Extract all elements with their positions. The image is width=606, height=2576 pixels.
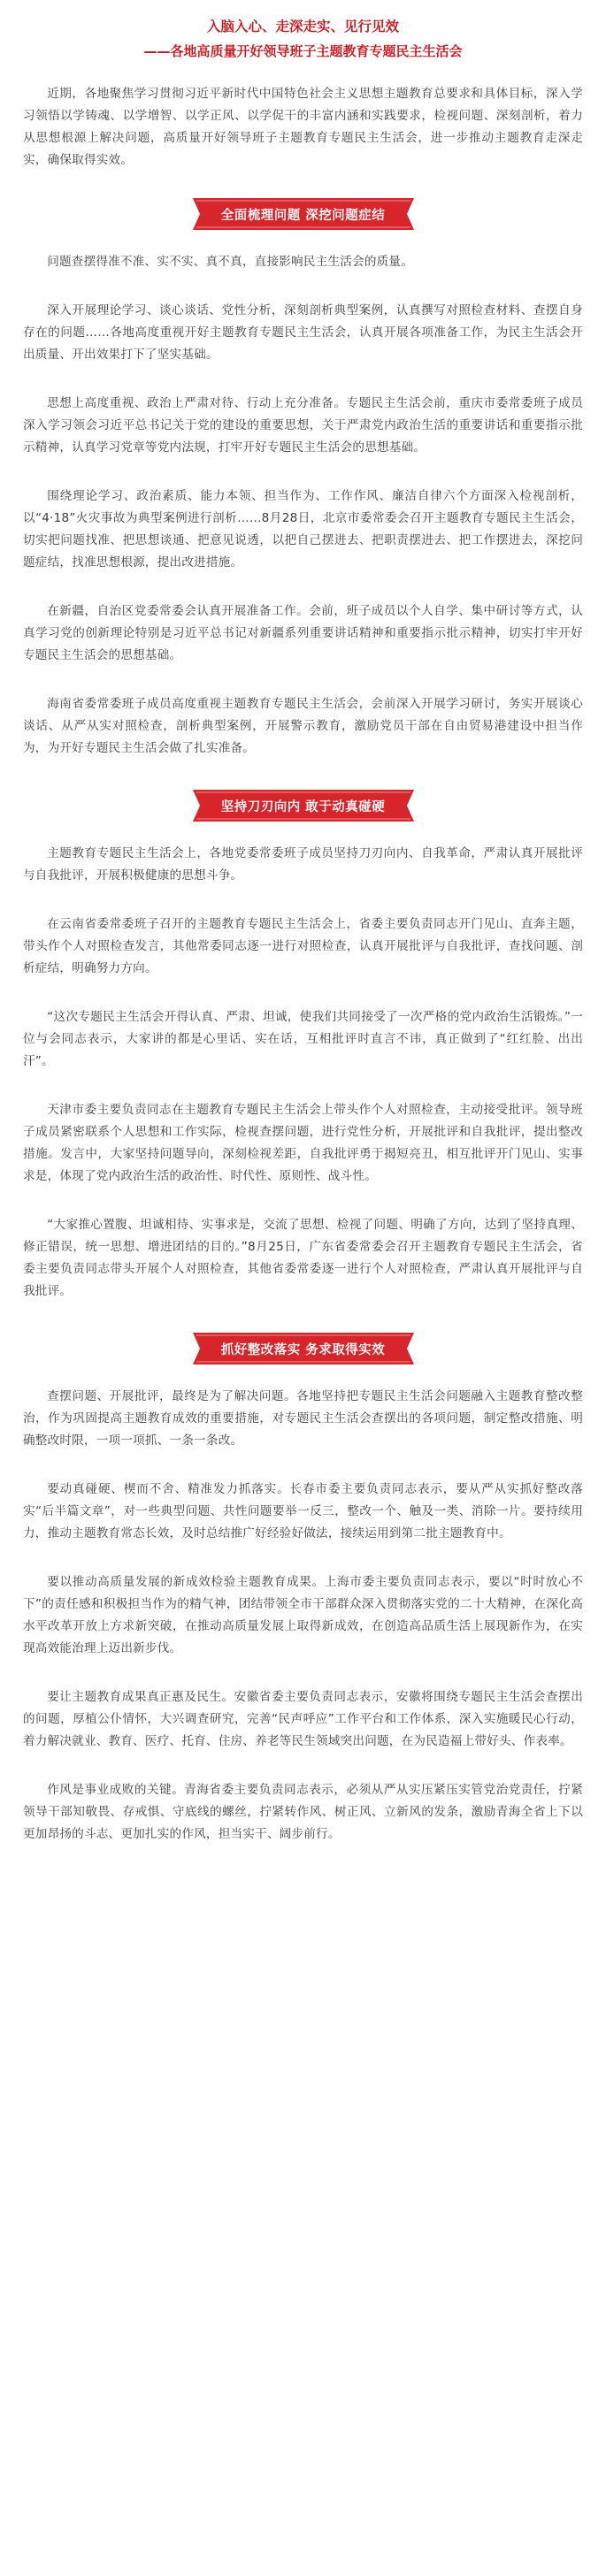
section-2-paragraph: “这次专题民主生活会开得认真、严肃、坦诚，使我们共同接受了一次严格的党内政治生活锻炼。”一位与会同志表示，大家讲的都是心里话、实在话，互相批评时直言不讳，真正做到了“红红脸、出出汗”。 <box>23 1010 583 1068</box>
section-3-paragraph: 查摆问题、开展批评，最终是为了解决问题。各地坚持把专题民主生活会问题融入主题教育整改整治，作为巩固提高主题教育成效的重要措施，对专题民主生活会查摆出的各项问题，制定整改措施、明确整改时限，一项一项抓、一条一条改。 <box>23 1389 583 1448</box>
section-1-paragraph: 深入开展理论学习、谈心谈话、党性分析，深刻剖析典型案例，认真撰写对照检查材料、查摆自身存在的问题……各地高度重视开好主题教育专题民主生活会，认真开展各项准备工作，为民主生活会开出质量、开出效果打下了坚实基础。 <box>23 303 583 362</box>
intro-paragraph: 近期，各地聚焦学习贯彻习近平新时代中国特色社会主义思想主题教育总要求和具体目标，深入学习领悟以学铸魂、以学增智、以学正风、以学促干的丰富内涵和实践要求，检视问题、深刻剖析，着力从思想根源上解决问题，高质量开好领导班子主题教育专题民主生活会，进一步推动主题教育走深走实，确保取得实效。 <box>23 87 583 167</box>
section-3-heading: 抓好整改落实 务求取得实效 <box>220 1342 386 1357</box>
section-2-paragraph: 天津市委主要负责同志在主题教育专题民主生活会上带头作个人对照检查，主动接受批评。领导班子成员紧密联系个人思想和工作实际，检视查摆问题，进行党性分析，开展批评和自我批评，提出整改措施。发言中，大家坚持问题导向，深刻检视差距，自我批评勇于揭短亮丑，相互批评开门见山、实事求是，体现了党内政治生活的政治性、时代性、原则性、战斗性。 <box>23 1103 583 1183</box>
section-1-heading: 全面梳理问题 深挖问题症结 <box>220 207 386 223</box>
section-1-paragraph: 海南省委常委班子成员高度重视主题教育专题民主生活会，会前深入开展学习研讨，务实开展谈心谈话、从严从实对照检查，剖析典型案例，开展警示教育，激励党员干部在自由贸易港建设中担当作为，为开好专题民主生活会做了扎实准备。 <box>23 697 583 755</box>
section-1-banner <box>23 198 583 230</box>
section-1-paragraph: 问题查摆得准不准、实不实、真不真，直接影响民主生活会的质量。 <box>47 255 413 269</box>
section-2-paragraph: 在云南省委常委班子召开的主题教育专题民主生活会上，省委主要负责同志开门见山、直奔主题，带头作个人对照检查发言，其他常委同志逐一进行对照检查，认真开展批评与自我批评，查找问题、剖析症结，明确努力方向。 <box>23 917 583 975</box>
section-1-paragraph: 围绕理论学习、政治素质、能力本领、担当作为、工作作风、廉洁自律六个方面深入检视剖析，以“4·18”火灾事故为典型案例进行剖析……8月28日，北京市委常委会召开主题教育专题民主生活会，切实把问题找准、把思想谈通、把意见说透，以把自己摆进去、把职责摆进去、把工作摆进去，深挖问题症结，找准思想根源，提出改进措施。 <box>23 489 583 569</box>
section-1-paragraph: 在新疆，自治区党委常委会认真开展准备工作。会前，班子成员以个人自学、集中研讨等方式，认真学习党的创新理论特别是习近平总书记对新疆系列重要讲话精神和重要指示批示精神，切实打牢开好专题民主生活会的思想基础。 <box>23 604 583 662</box>
section-3-banner <box>23 1333 583 1364</box>
section-3-paragraph: 作风是事业成败的关键。青海省委主要负责同志表示，必须从严从实压紧压实管党治党责任，拧紧领导干部知敬畏、存戒惧、守底线的螺丝，拧紧转作风、树正风、立新风的发条，激励青海全省上下以更加昂扬的斗志、更加扎实的作风，担当实干、阔步前行。 <box>23 1783 583 1841</box>
section-2-paragraph: “大家推心置腹、坦诚相待、实事求是，交流了思想、检视了问题、明确了方向，达到了坚持真理、修正错误，统一思想、增进团结的目的。”8月25日，广东省委常委会召开主题教育专题民主生活会，省委主要负责同志带头开展个人对照检查，其他省委常委逐一进行个人对照检查，严肃认真开展批评与自我批评。 <box>23 1218 583 1298</box>
section-3-paragraph: 要让主题教育成果真正惠及民生。安徽省委主要负责同志表示，安徽将围绕专题民主生活会查摆出的问题，厚植公仆情怀，大兴调查研究，完善“民声呼应”工作平台和工作体系，深入实施暖民心行动，着力解决就业、教育、医疗、托育、住房、养老等民生领域突出问题，在为民造福上带好头、作表率。 <box>23 1690 583 1748</box>
section-2-banner <box>23 790 583 822</box>
section-2-heading: 坚持刀刃向内 敢于动真碰硬 <box>220 799 386 814</box>
section-3-paragraph: 要以推动高质量发展的新成效检验主题教育成果。上海市委主要负责同志表示，要以“时时放心不下”的责任感和积极担当作为的精气神，团结带领全市干部群众深入贯彻落实党的二十大精神，在深化高水平改革开放上方求新突破，在推动高质量发展上取得新成效，在创造高品质生活上展现新作为，在实现高效能治理上迈出新步伐。 <box>23 1575 583 1655</box>
section-3-paragraph: 要动真碰硬、楔而不舍、精准发力抓落实。长春市委主要负责同志表示，要从严从实抓好整改落实“后半篇文章”，对一些典型问题、共性问题要举一反三，整改一个、触及一类、消除一片。要持续用力，推动主题教育常态长效，及时总结推广好经验好做法，接续运用到第二批主题教育中。 <box>23 1482 583 1540</box>
article-subtitle: ——各地高质量开好领导班子主题教育专题民主生活会 <box>143 43 463 59</box>
section-1-paragraph: 思想上高度重视、政治上严肃对待、行动上充分准备。专题民主生活会前，重庆市委常委班子成员深入学习领会习近平总书记关于党的建设的重要思想，关于严肃党内政治生活的重要讲话和重要指示批示精神，认真学习党章等党内法规，打牢开好专题民主生活会的思想基础。 <box>23 396 583 455</box>
article-title: 入脑入心、走深走实、见行见效 <box>206 19 399 34</box>
section-2-paragraph: 主题教育专题民主生活会上，各地党委常委班子成员坚持刀刃向内、自我革命，严肃认真开展批评与自我批评，开展积极健康的思想斗争。 <box>23 846 583 883</box>
